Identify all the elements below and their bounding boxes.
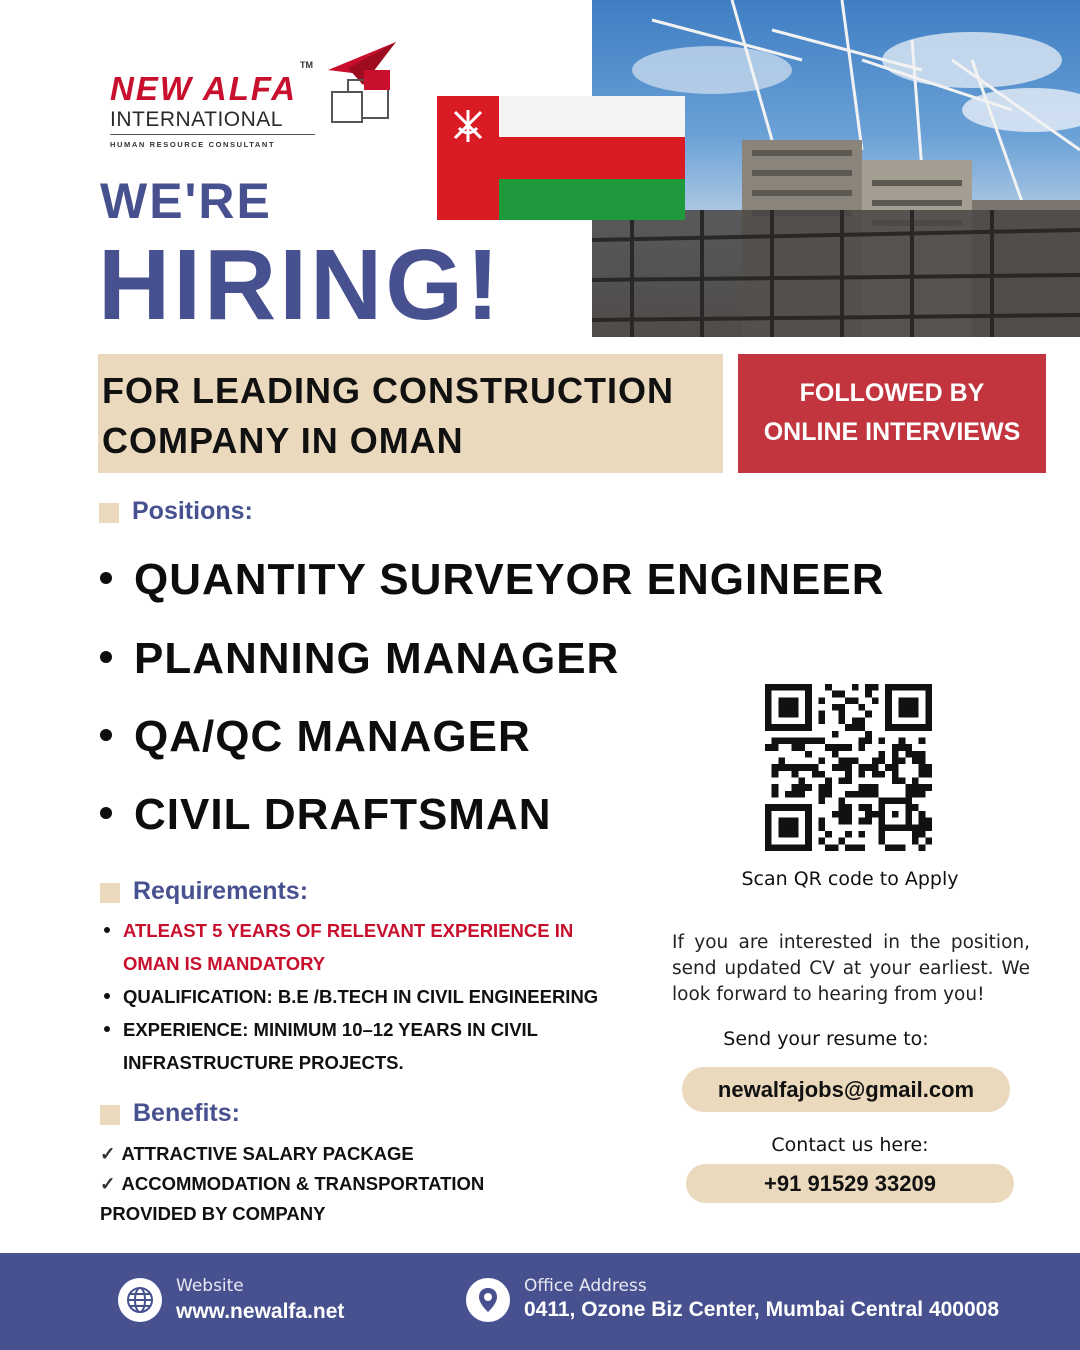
oman-flag <box>437 96 685 220</box>
requirement-item <box>104 1013 538 1079</box>
checkmark-icon: ✓ <box>100 1143 116 1164</box>
logo-tagline: HUMAN RESOURCE CONSULTANT <box>110 140 276 149</box>
apply-qr-code[interactable] <box>765 684 932 851</box>
position-label: PLANNING MANAGER <box>134 634 620 683</box>
logo-divider <box>110 134 315 135</box>
position-label: QA/QC MANAGER <box>134 712 531 761</box>
logo-brand: NEW ALFA <box>110 70 298 107</box>
location-pin-icon <box>466 1278 510 1322</box>
send-resume-label: Send your resume to: <box>723 1028 929 1050</box>
benefit-item <box>100 1169 484 1199</box>
office-address: 0411, Ozone Biz Center, Mumbai Central 400008 <box>524 1298 1000 1321</box>
requirement-text: QUALIFICATION: B.E /B.TECH IN CIVIL ENGINEERING <box>123 986 599 1007</box>
company-line-1: FOR LEADING CONSTRUCTION <box>102 370 674 411</box>
benefit-text: ATTRACTIVE SALARY PACKAGE <box>121 1143 414 1164</box>
position-item <box>100 712 531 762</box>
requirement-item <box>104 980 598 1013</box>
positions-marker <box>99 503 119 523</box>
requirement-text: EXPERIENCE: MINIMUM 10–12 YEARS IN CIVIL <box>123 1019 538 1040</box>
apply-paragraph: If you are interested in the position, send updated CV at your earliest. We look forward to hearing from you! <box>672 932 1030 1005</box>
headline-were: WE'RE <box>100 173 272 229</box>
footer-bar <box>0 1253 1080 1350</box>
interview-line-1: FOLLOWED BY <box>799 379 985 407</box>
website-label: Website <box>176 1276 244 1296</box>
logo-subtitle: INTERNATIONAL <box>110 108 283 131</box>
requirements-heading: Requirements: <box>133 877 309 905</box>
address-label: Office Address <box>524 1276 647 1296</box>
qr-caption: Scan QR code to Apply <box>741 868 959 890</box>
position-label: QUANTITY SURVEYOR ENGINEER <box>134 555 885 604</box>
company-description-box <box>98 354 723 473</box>
requirement-text: OMAN IS MANDATORY <box>123 953 326 974</box>
requirement-item <box>104 914 573 980</box>
interview-notice-box <box>738 354 1046 473</box>
contact-label: Contact us here: <box>771 1134 929 1156</box>
headline-hiring: HIRING! <box>98 229 503 341</box>
globe-icon <box>118 1278 162 1322</box>
positions-heading: Positions: <box>132 497 253 525</box>
company-line-2: COMPANY IN OMAN <box>102 420 464 461</box>
requirements-marker <box>100 883 120 903</box>
requirement-text: ATLEAST 5 YEARS OF RELEVANT EXPERIENCE IN <box>123 920 574 941</box>
logo-trademark: TM <box>300 60 313 70</box>
requirement-text: INFRASTRUCTURE PROJECTS. <box>123 1052 404 1073</box>
benefit-continuation: PROVIDED BY COMPANY <box>100 1203 326 1224</box>
website-link[interactable]: www.newalfa.net <box>176 1300 345 1323</box>
benefits-marker <box>100 1105 120 1125</box>
email-link[interactable]: newalfajobs@gmail.com <box>682 1067 1010 1112</box>
interview-line-2: ONLINE INTERVIEWS <box>763 418 1021 446</box>
position-label: CIVIL DRAFTSMAN <box>134 790 552 839</box>
position-item <box>100 790 552 840</box>
benefits-heading: Benefits: <box>133 1099 240 1127</box>
company-logo <box>108 40 408 155</box>
phone-link[interactable]: +91 91529 33209 <box>686 1164 1014 1203</box>
qr-code-icon <box>765 684 932 851</box>
logo-paper-plane-icon <box>308 40 398 135</box>
checkmark-icon: ✓ <box>100 1173 116 1194</box>
position-item <box>100 634 619 684</box>
oman-emblem-icon <box>447 104 489 146</box>
benefit-text: ACCOMMODATION & TRANSPORTATION <box>121 1173 485 1194</box>
benefit-item <box>100 1139 414 1169</box>
position-item <box>100 555 885 605</box>
